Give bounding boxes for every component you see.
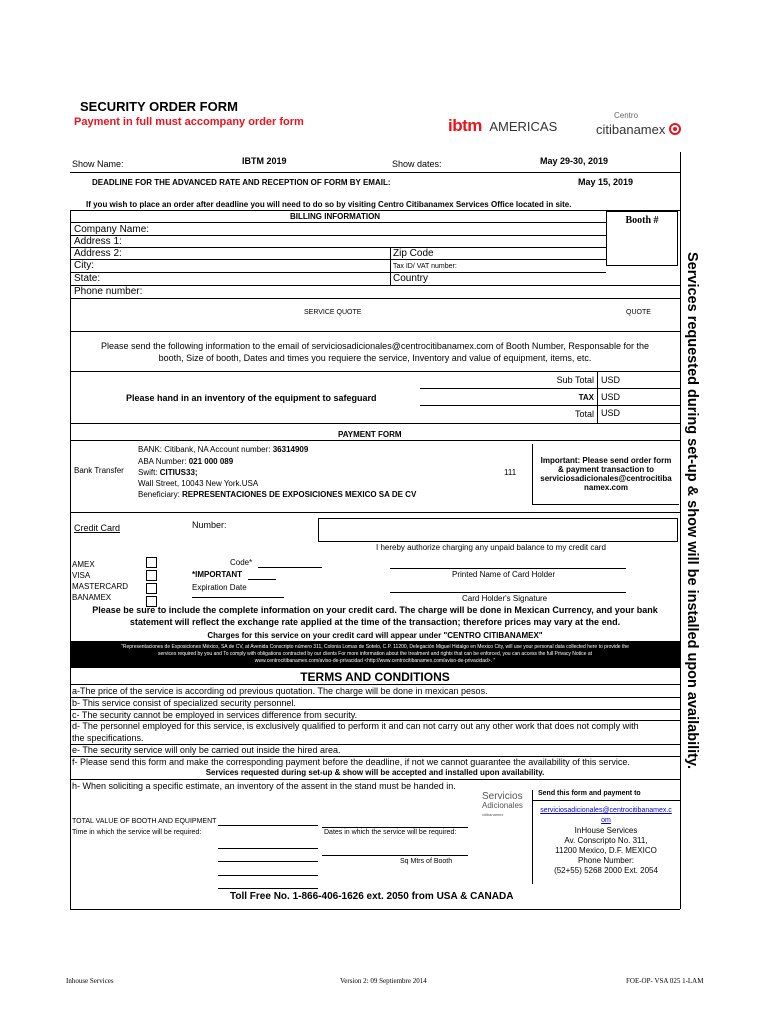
time-required-label: Time in which the service will be required: bbox=[72, 829, 202, 836]
inventory-note: Please hand in an inventory of the equipment to safeguard bbox=[126, 393, 377, 403]
sqm-input-line[interactable] bbox=[322, 855, 468, 856]
subtotal-currency: USD bbox=[601, 375, 621, 385]
privacy-line-1: "Representaciones de Exposiciones México, SA de CV, at Avenida Conscripto número 311, Colonia Lomas de Sotelo, C.P. 11200, Delegación Miguel Hidalgo en Mexico City, will use your personal data collected here to provide the bbox=[121, 644, 629, 650]
phone-number-label: Phone number: bbox=[74, 286, 143, 297]
small-logo-text: citibanamex bbox=[482, 812, 504, 817]
servicios-logo-text: Servicios bbox=[482, 791, 523, 802]
form-title: SECURITY ORDER FORM bbox=[80, 99, 238, 114]
contact-line-4: Phone Number: bbox=[577, 856, 635, 865]
total-value-label: TOTAL VALUE OF BOOTH AND EQUIPMENT bbox=[72, 818, 217, 825]
contact-line-5: (52+55) 5268 2000 Ext. 2054 bbox=[554, 866, 658, 875]
state-label: State: bbox=[74, 273, 101, 284]
code-label: Code* bbox=[230, 558, 253, 567]
americas-logo-text: AMERICAS bbox=[489, 119, 558, 134]
privacy-line-3: www.centrocitibanamex.com/aviso-de-privacidad <http://www.centrocitibanamex.com/aviso-de-privacidad>. " bbox=[254, 658, 496, 664]
booth-number-box[interactable] bbox=[606, 211, 678, 266]
toll-free-number: Toll Free No. 1-866-406-1626 ext. 2050 from USA & CANADA bbox=[230, 891, 514, 902]
currency-note-1: Please be sure to include the complete information on your credit card. The charge will be done in Mexican Currency, and your bank bbox=[92, 605, 658, 615]
card-visa-label: VISA bbox=[72, 571, 91, 580]
quote-label: QUOTE bbox=[626, 309, 651, 316]
send-form-label: Send this form and payment to bbox=[538, 790, 641, 797]
printed-name-label: Printed Name of Card Holder bbox=[452, 570, 556, 579]
country-label: Country bbox=[393, 273, 429, 284]
billing-heading: BILLING INFORMATION bbox=[290, 212, 381, 221]
company-name-label: Company Name: bbox=[74, 224, 150, 235]
deadline-value: May 15, 2019 bbox=[578, 177, 634, 187]
sqm-label: Sq Mtrs of Booth bbox=[400, 858, 453, 865]
quote-instructions-1: Please send the following information to the email of serviciosadicionales@centrocitibanamex.com of Booth Number, Responsable for the bbox=[101, 341, 649, 351]
service-quote-label: SERVICE QUOTE bbox=[304, 309, 362, 316]
payment-heading: PAYMENT FORM bbox=[338, 430, 402, 439]
swift-line: Swift: CITIUS33; bbox=[138, 468, 198, 477]
bank-address: Wall Street, 10043 New York.USA bbox=[138, 479, 259, 488]
important-line-3: serviciosadicionales@centrocitiba bbox=[540, 474, 672, 483]
card-mastercard-checkbox[interactable] bbox=[146, 583, 157, 594]
term-e: e- The security service will only be carried out inside the hired area. bbox=[72, 745, 341, 755]
bank-transfer-label: Bank Transfer bbox=[74, 466, 124, 475]
tax-id-label: Tax ID/ VAT number: bbox=[393, 263, 457, 270]
subtotal-label: Sub Total bbox=[556, 375, 594, 385]
show-dates-label: Show dates: bbox=[392, 159, 442, 169]
bank-line: BANK: Citibank, NA Account number: 36314909 bbox=[138, 445, 309, 454]
privacy-notice-box bbox=[70, 641, 680, 668]
signature-label: Card Holder's Signature bbox=[462, 594, 548, 603]
dates-required-label: Dates in which the service will be required: bbox=[324, 829, 457, 836]
services-availability-note: Services requested during set-up & show will be accepted and installed upon availability. bbox=[205, 768, 545, 777]
show-name-value[interactable]: IBTM 2019 bbox=[242, 156, 287, 166]
zip-code-label: Zip Code bbox=[393, 248, 434, 259]
term-d-1: d- The personnel employed for this service, is exclusively qualified to perform it and can not carry out any other work that does not comply with bbox=[72, 721, 639, 731]
code-111: 111 bbox=[504, 468, 517, 477]
side-banner-text: Services requested during set-up & show will be installed upon availability. bbox=[684, 252, 700, 770]
address2-label: Address 2: bbox=[74, 248, 122, 259]
contact-email-link[interactable]: serviciosadicionales@centrocitibanamex.c om bbox=[540, 807, 672, 824]
important-line-4: namex.com bbox=[583, 483, 629, 492]
total-label: Total bbox=[574, 409, 594, 419]
currency-note-2: statement will reflect the exchange rate applied at the time of the transaction; therefore prices may vary at the end. bbox=[129, 617, 621, 627]
term-d-2: the specifications. bbox=[72, 733, 144, 743]
adicionales-logo-text: Adicionales bbox=[482, 801, 523, 810]
show-dates-value[interactable]: May 29-30, 2019 bbox=[540, 156, 609, 166]
important-line-2: & payment transaction to bbox=[557, 465, 654, 474]
important-line-1: Important: Please send order form bbox=[540, 456, 672, 465]
expiration-date-label: Expiration Date bbox=[192, 583, 247, 592]
privacy-line-2: services required by you and To comply with obligations contracted by our clients For more information about the treatment and rights that can be enforced, you can access the full Privacy Notice at bbox=[157, 651, 593, 657]
contact-line-3: 11200 Mexico, D.F. MEXICO bbox=[555, 846, 657, 855]
tax-label: TAX bbox=[578, 393, 594, 402]
terms-heading: TERMS AND CONDITIONS bbox=[300, 670, 450, 684]
card-mastercard-label: MASTERCARD bbox=[72, 582, 129, 591]
term-c: c- The security cannot be employed in services difference from security. bbox=[72, 710, 358, 720]
signature-input-line[interactable] bbox=[390, 592, 626, 593]
charges-note: Charges for this service on your credit card will appear under "CENTRO CITIBANAMEX" bbox=[207, 631, 543, 640]
card-banamex-label: BANAMEX bbox=[72, 593, 112, 602]
total-currency: USD bbox=[601, 408, 621, 418]
ibtm-logo-text: ibtm bbox=[448, 116, 482, 135]
servicios-adicionales-logo bbox=[482, 792, 523, 819]
citibanamex-logo-text: citibanamex bbox=[596, 122, 666, 137]
deadline-label: DEADLINE FOR THE ADVANCED RATE AND RECEPTION OF FORM BY EMAIL: bbox=[92, 178, 391, 187]
booth-number-label: Booth # bbox=[625, 215, 659, 226]
time-input-line-3[interactable] bbox=[218, 875, 318, 876]
show-name-label: Show Name: bbox=[72, 159, 124, 169]
card-amex-label: AMEX bbox=[72, 560, 95, 569]
term-b: b- This service consist of specialized security personnel. bbox=[72, 698, 296, 708]
term-a: a-The price of the service is according od previous quotation. The charge will be done in mexican pesos. bbox=[72, 686, 488, 696]
form-subtitle: Payment in full must accompany order form bbox=[74, 116, 304, 128]
quote-instructions-2: booth, Size of booth, Dates and times you requiere the service, Inventory and value of equipment, items, etc. bbox=[158, 353, 592, 363]
citibanamex-flower-icon bbox=[669, 123, 681, 135]
ibtm-americas-logo bbox=[448, 116, 557, 136]
time-input-line-1[interactable] bbox=[218, 848, 318, 849]
citibanamex-logo bbox=[596, 122, 681, 137]
beneficiary-line: Beneficiary: REPRESENTACIONES DE EXPOSICIONES MEXICO SA DE CV bbox=[138, 490, 417, 499]
address1-label: Address 1: bbox=[74, 236, 122, 247]
aba-line: ABA Number: 021 000 089 bbox=[138, 457, 234, 466]
contact-line-1: InHouse Services bbox=[574, 826, 638, 835]
contact-line-2: Av. Conscripto No. 311, bbox=[564, 836, 648, 845]
total-value-input-line[interactable] bbox=[218, 825, 318, 826]
authorize-text: I hereby authorize charging any unpaid balance to my credit card bbox=[376, 543, 606, 552]
centro-logo-text: Centro bbox=[614, 111, 639, 120]
footer-left: Inhouse Services bbox=[66, 977, 114, 985]
important-box bbox=[532, 444, 679, 505]
footer-center: Version 2: 09 Septiembre 2014 bbox=[340, 977, 427, 985]
tax-currency: USD bbox=[601, 392, 621, 402]
credit-card-label: Credit Card bbox=[74, 523, 121, 533]
code-input-line[interactable] bbox=[258, 567, 322, 568]
term-h: h- When soliciting a specific estimate, an inventory of the assent in the stand must be handed in. bbox=[72, 781, 456, 791]
card-number-input[interactable] bbox=[318, 518, 678, 542]
city-label: City: bbox=[74, 260, 94, 271]
after-deadline-note: If you wish to place an order after deadline you will need to do so by visiting Centro Citibanamex Services Office located in site. bbox=[86, 200, 572, 209]
printed-name-input-line[interactable] bbox=[390, 568, 626, 569]
time-input-line-2[interactable] bbox=[218, 861, 318, 862]
term-f: f- Please send this form and make the corresponding payment before the deadline, if not we cannot guarantee the availability of this service. bbox=[72, 757, 630, 767]
card-amex-checkbox[interactable] bbox=[146, 557, 157, 568]
important-input-line[interactable] bbox=[248, 579, 276, 580]
side-banner bbox=[682, 252, 702, 812]
contact-block bbox=[532, 806, 680, 876]
footer-right: FOE-OP- VSA 025 1-LAM bbox=[626, 977, 704, 985]
time-input-line-4[interactable] bbox=[218, 888, 318, 889]
card-visa-checkbox[interactable] bbox=[146, 570, 157, 581]
dates-input-line[interactable] bbox=[322, 827, 468, 828]
important-star-label: *IMPORTANT bbox=[192, 570, 243, 579]
card-number-label: Number: bbox=[192, 520, 227, 530]
expiration-input-line[interactable] bbox=[192, 597, 284, 598]
